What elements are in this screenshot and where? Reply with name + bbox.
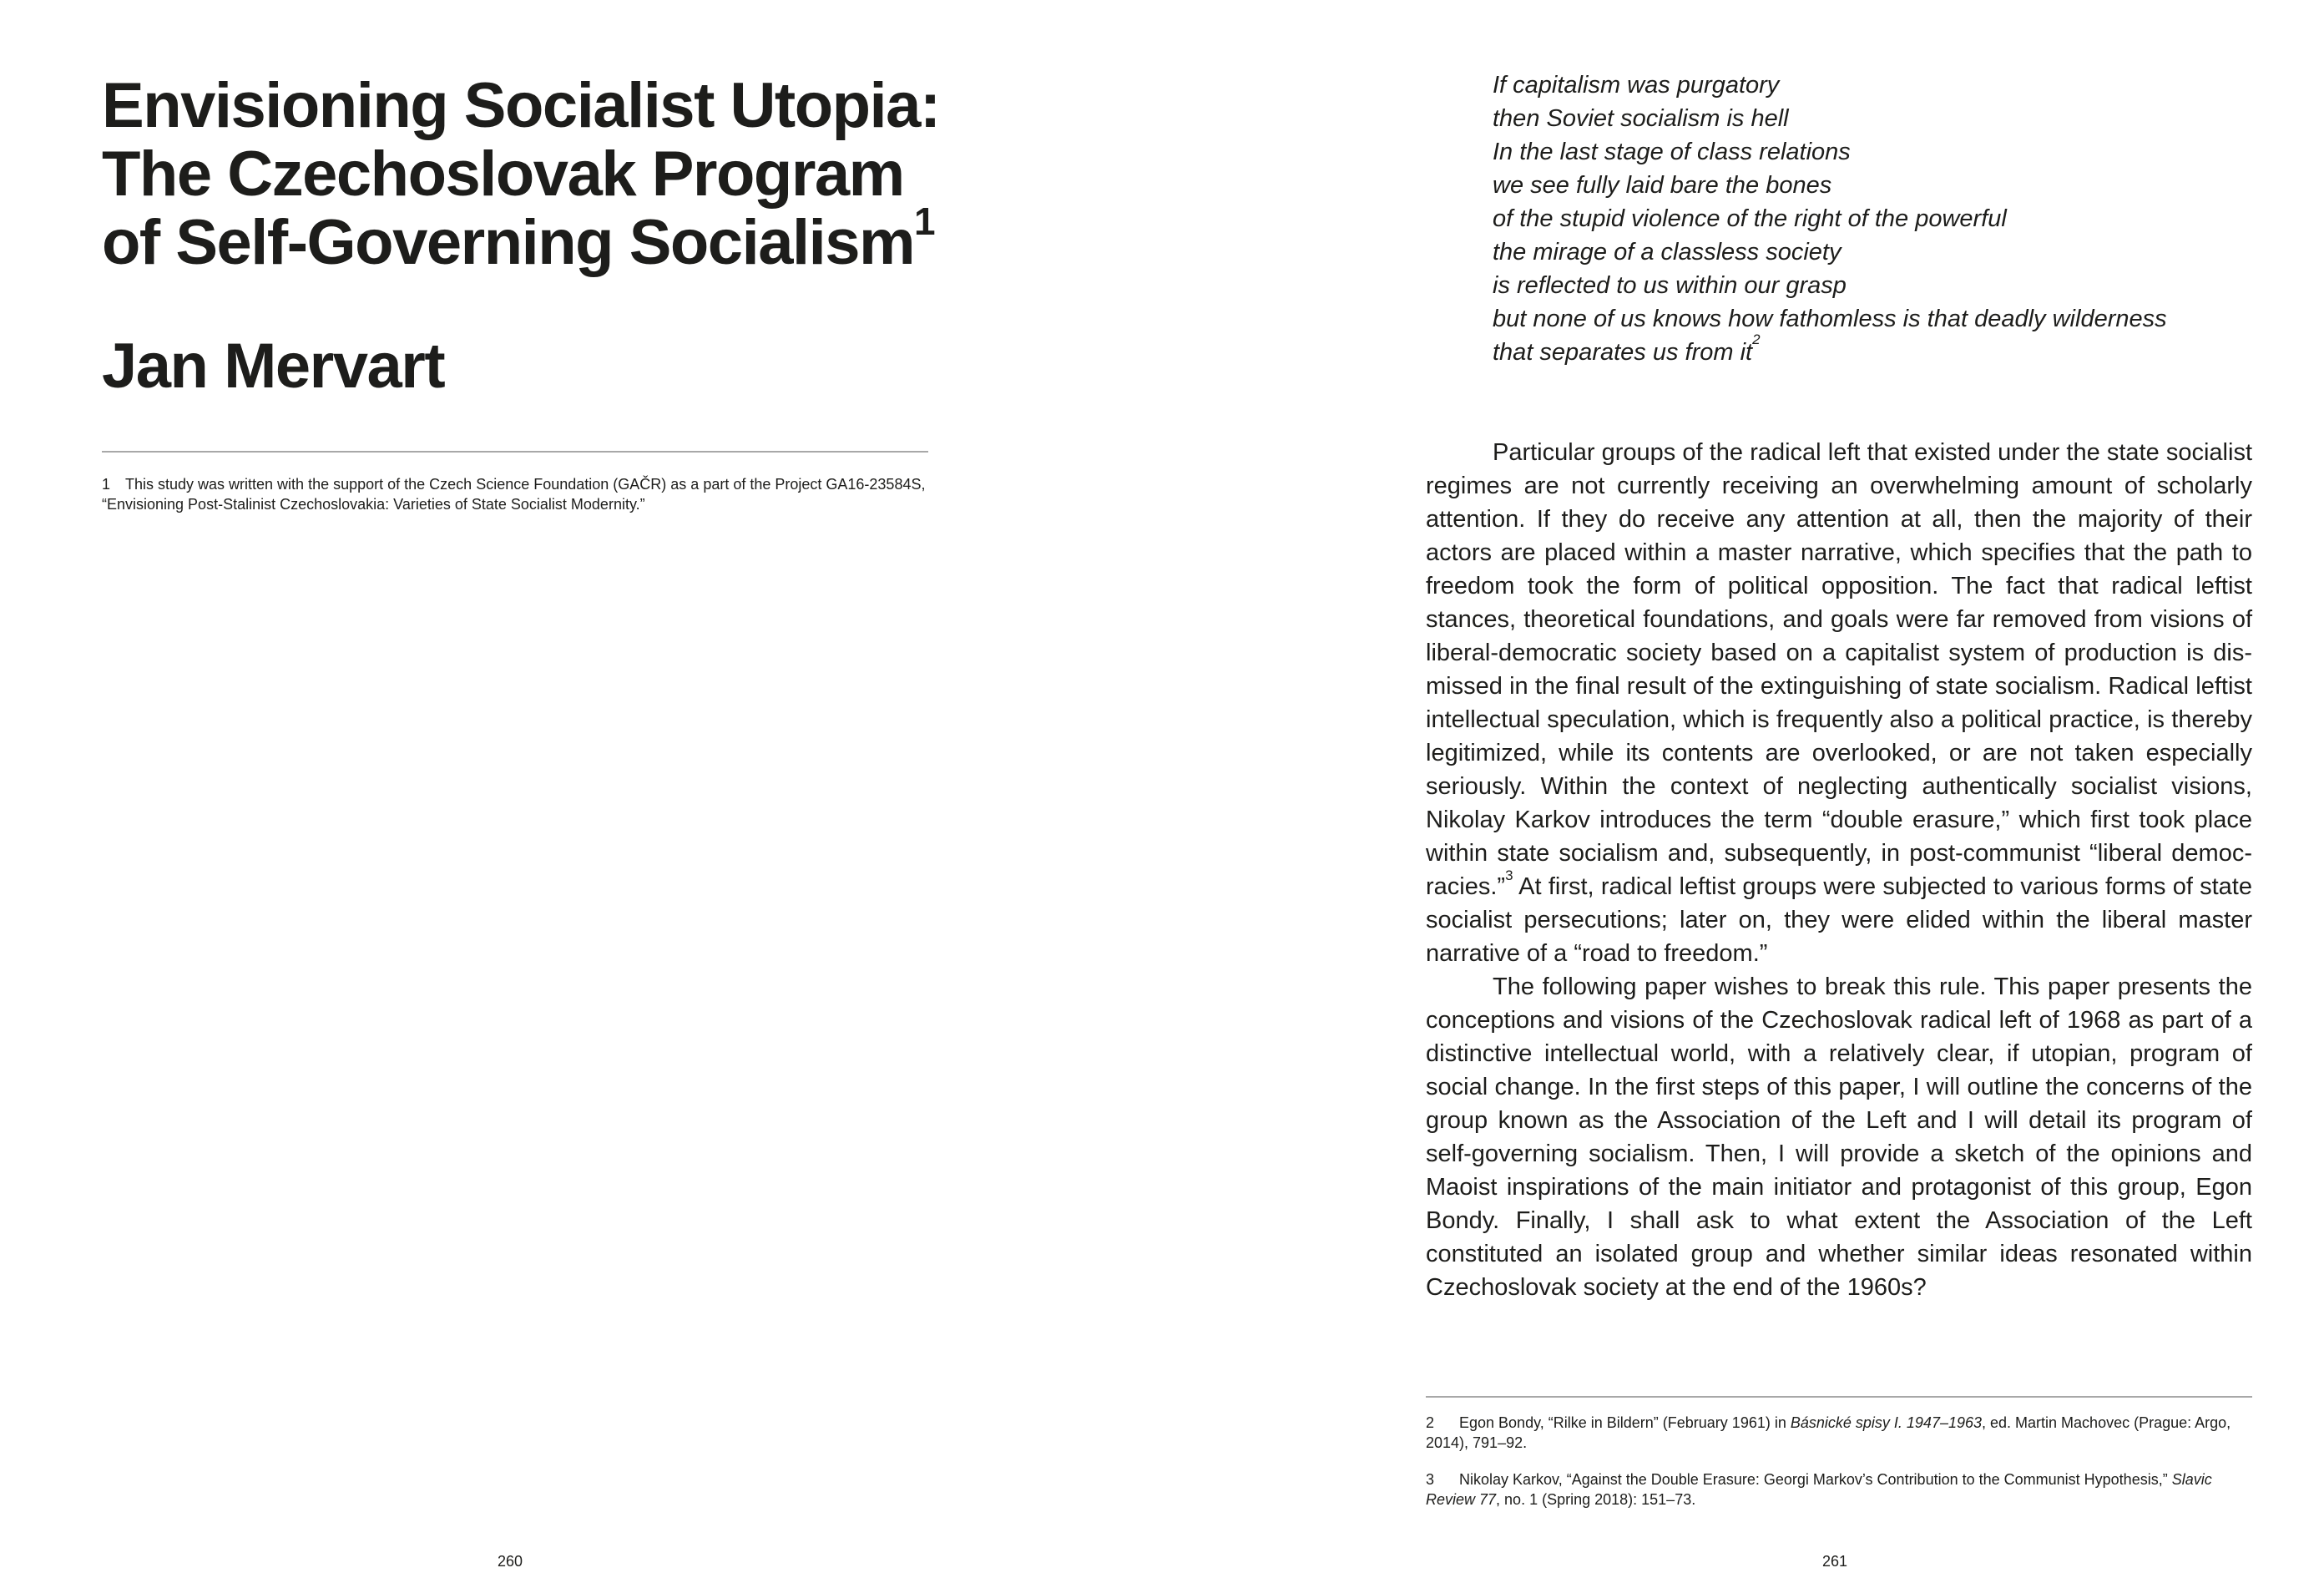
footnote-number: 3 xyxy=(1426,1471,1435,1488)
footnote-1 xyxy=(102,474,928,514)
poem-line: but none of us knows how fathomless is that deadly wilderness xyxy=(1493,306,2167,332)
footnote-divider xyxy=(1426,1396,2252,1398)
page-number: 260 xyxy=(498,1553,523,1570)
footnote-text-before: Egon Bondy, “Rilke in Bildern” (February 1961) in xyxy=(1459,1414,1791,1431)
footnote-text-after: , ed. Martin Machovec (Prague: Argo, 2014), 791–92. xyxy=(1426,1414,2231,1451)
poem-line: then Soviet socialism is hell xyxy=(1493,105,1789,132)
poem-line: we see fully laid bare the bones xyxy=(1493,172,1832,199)
title-line xyxy=(102,200,1020,278)
page-number: 261 xyxy=(1822,1553,1848,1570)
title-line: The Czechoslovak Program xyxy=(102,139,904,210)
footnote-citation-title: Slavic Review 77 xyxy=(1426,1471,2212,1508)
author-name: Jan Mervart xyxy=(102,331,445,402)
footnote-3 xyxy=(1426,1469,2252,1510)
poem-line: the mirage of a classless society xyxy=(1493,239,1842,266)
poem-line: of the stupid violence of the right of the powerful xyxy=(1493,205,2007,232)
paragraph-1 xyxy=(1426,436,2252,970)
poem-line: In the last stage of class relations xyxy=(1493,139,1851,165)
footnote-citation-title: Básnické spisy I. 1947–1963 xyxy=(1790,1414,1983,1431)
footnote-text-before: Nikolay Karkov, “Against the Double Erasure: Georgi Markov’s Contribution to the Communist Hypothesis,” xyxy=(1459,1471,2172,1488)
epigraph-poem xyxy=(1493,68,2167,369)
paragraph-2: The following paper wishes to break this rule. This paper presents the conceptions and visions of the Czechoslovak radical left of 1968 as part of a distinctive intellectual world, with a relatively clear, if utopian, program of social change. In the first steps of this paper, I will outline the concerns of the group known as the Association of the Left and I will detail its program of self-governing socialism. Then, I will provide a sketch of the opinions and Maoist inspirations of the main initiator and protagonist of this group, Egon Bondy. Finally, I shall ask to what extent the Association of the Left constituted an isolated group and whether similar ideas resonated within Czechoslovak society at the end of the 1960s? xyxy=(1426,974,2252,1301)
footnote-2 xyxy=(1426,1413,2252,1453)
footnote-number: 1 xyxy=(102,476,111,493)
footnote-text-after: , no. 1 (Spring 2018): 151–73. xyxy=(1496,1491,1696,1508)
paragraph-footnote-marker[interactable]: 3 xyxy=(1505,867,1513,883)
title-line-text: of Self-Governing Socialism xyxy=(102,207,915,278)
footnote-divider xyxy=(102,451,928,453)
body-text xyxy=(1426,436,2252,1304)
poem-line: is reflected to us within our grasp xyxy=(1493,272,1847,299)
title-line: Envisioning Socialist Utopia: xyxy=(102,70,940,141)
footnote-number: 2 xyxy=(1426,1414,1435,1431)
title-footnote-marker[interactable]: 1 xyxy=(914,200,935,243)
article-title xyxy=(102,72,1020,277)
poem-line: If capitalism was purgatory xyxy=(1493,72,1780,99)
poem-line xyxy=(1493,331,2167,369)
paragraph-1-text-a: Particular groups of the radical left that existed under the state socialist regimes are not currently receiving an overwhelming amount of scholarly attention. If they do receive any attention at all, then the majority of their actors are placed within a master narrative, which specifies that the path to freedom took the form of political opposition. The fact that radical leftist stances, theoretical foundations, and goals were far removed from visions of liberal-democratic society based on a capitalist system of production is dismissed in the final result of the extinguishing of state socialism. Radical leftist intellectual speculation, which is frequently also a political practice, is thereby legitimized, while its contents are overlooked, or are not taken especially seriously. Within the context of neglecting authentically socialist visions, Nikolay Karkov introduces the term “double erasure,” which first took place within state socialism and, subsequently, in post-communist “liberal democracies.” xyxy=(1426,439,2252,900)
paragraph-1-text-b: At first, radical leftist groups were subjected to various forms of state socialist persecutions; later on, they were elided within the liberal master narrative of a “road to freedom.” xyxy=(1426,873,2252,967)
poem-footnote-marker[interactable]: 2 xyxy=(1752,331,1761,347)
poem-line-text: that separates us from it xyxy=(1493,339,1753,366)
footnote-text: This study was written with the support of the Czech Science Foundation (GAČR) as a part of the Project GA16-23584S, “Envisioning Post-Stalinist Czechoslovakia: Varieties of State Socialist Modernity.” xyxy=(102,476,926,513)
